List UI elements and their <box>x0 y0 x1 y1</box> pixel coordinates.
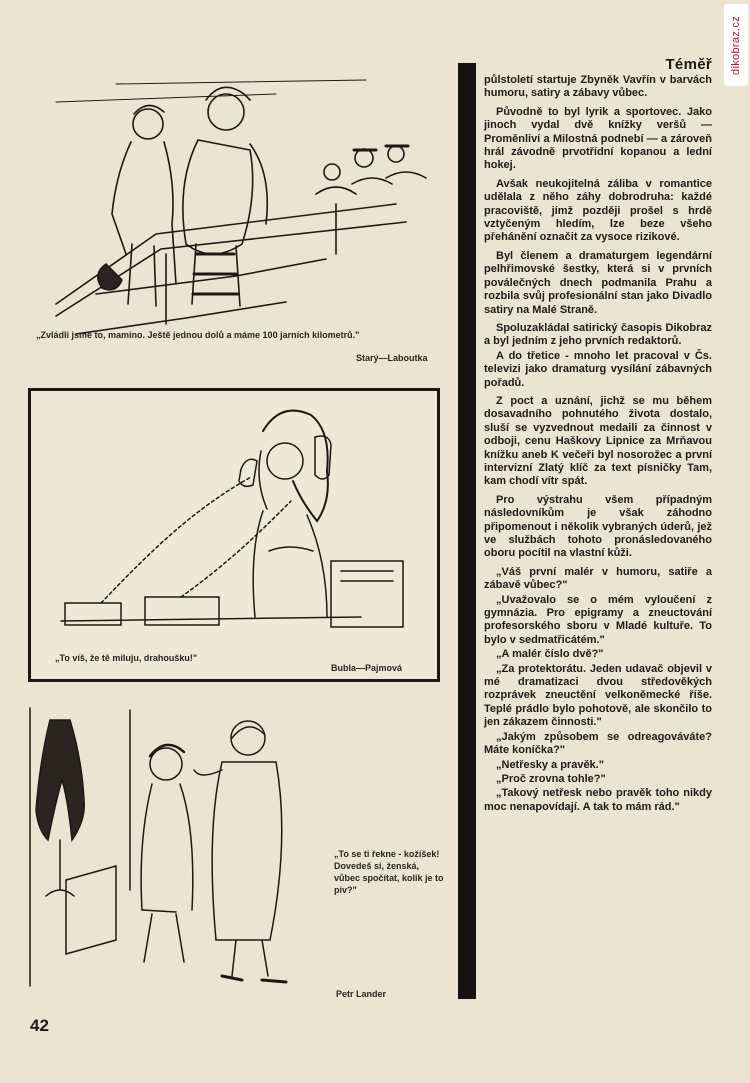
interview-question: „Proč zrovna tohle?" <box>496 772 606 785</box>
cartoon-escalator <box>36 54 446 344</box>
cartoon-caption: „Zvládli jsme to, mamino. Ještě jednou dolů a máme 100 jarních kilometrů." <box>36 330 360 340</box>
interview-question: „Jakým způsobem se odreagováváte? Máte koníčka?" <box>484 730 712 757</box>
interview-answer: „Takový netřesk nebo pravěk toho nikdy moc nenapovídají. A tak to mám rád." <box>484 787 712 813</box>
article-paragraph: Z poct a uznání, jichž se mu během dosavadního pohnutého života dostalo, sluší se vyzvednout medaili za činnost v odboji, cenu Haškovy Lipnice za Mrňavou knížku aneb K večeři byl nosorožec a první intervizní Zlatý klíč za text písničky Tam, kam chodí vítr spát. <box>484 394 712 488</box>
cartoon-author: Petr Lander <box>336 989 387 999</box>
cartoon-caption: „To se ti řekne - kožíšek! Dovedeš si, ženská, vůbec spočítat, kolik je to piv?" <box>334 849 444 895</box>
cartoon-caption: „To víš, že tě miluju, drahoušku!" <box>55 653 198 663</box>
watermark-text: dikobraz.cz <box>730 15 742 75</box>
article-paragraph: Byl členem a dramaturgem legendární pelhřimovské šestky, která si v prvních poválečných dnech podmanila Prahu a rozbila svůj profesionální stan jako Divadlo satiry na Malé Straně. <box>484 249 712 316</box>
interview-question: „A malér číslo dvě?" <box>496 648 604 661</box>
column-divider-bar <box>458 63 476 999</box>
article-paragraph: Původně to byl lyrik a sportovec. Jako jinoch vydal dvě knížky veršů — Proměnliví a Milostná podnebí — a zároveň hrál závodně prvotřídní kopanou a lední hokej. <box>484 105 712 172</box>
telephone-drawing <box>31 391 437 679</box>
interview-answer: „Uvažovalo se o mém vyloučení z gymnázia. Pro epigramy a zneuctování profesorského sboru v Mladé kultuře. To bylo v sedmatřicátém." <box>484 593 712 646</box>
cartoon-fur-coat <box>26 700 446 990</box>
cartoon-telephone <box>28 388 440 682</box>
cartoon-author: Bubla—Pajmová <box>331 663 403 673</box>
fur-coat-drawing <box>26 700 446 990</box>
interview-answer: „Netřesky a pravěk." <box>496 758 604 771</box>
article-paragraph: Avšak neukojitelná záliba v romantice udělala z něho záhy dobrodruha: každé pracoviště, jímž později prošel s hrdě vztyčeným hledím, lze beze všeho přehánění označit za vysoce rizikové. <box>484 177 712 244</box>
article-paragraph: Spoluzakládal satirický časopis Dikobraz a byl jedním z jeho prvních redaktorů. <box>484 321 712 348</box>
interview-question: „Váš první malér v humoru, satiře a zábavě vůbec?" <box>484 565 712 592</box>
article-paragraph: Pro výstrahu všem případným následovníkům je však záhodno připomenout i několik vybraných úderů, jež ve službách tohoto pronásledovaného oboru pocítil na vlastní kůži. <box>484 493 712 560</box>
cartoon-author: Starý—Laboutka <box>356 353 428 363</box>
article-paragraph: A do třetice - mnoho let pracoval v Čs. televizi jako dramaturg vysílání zábavných pořadů. <box>484 349 712 389</box>
interview-answer: „Za protektorátu. Jeden udavač objevil v mé dramatizaci dvou středověkých rozprávek zneuctění velkoněmecké říše. Teplé prádlo bylo pohotově, ale skončilo to jen zákazem činnosti." <box>484 662 712 729</box>
watermark-badge[interactable] <box>724 4 748 86</box>
article-title: Téměř <box>665 56 712 73</box>
article-paragraph: půlstoletí startuje Zbyněk Vavřín v barvách humoru, satiry a zábavy vůbec. <box>484 74 712 100</box>
escalator-drawing <box>36 54 446 344</box>
article-column <box>484 56 712 815</box>
page-number: 42 <box>30 1016 49 1035</box>
